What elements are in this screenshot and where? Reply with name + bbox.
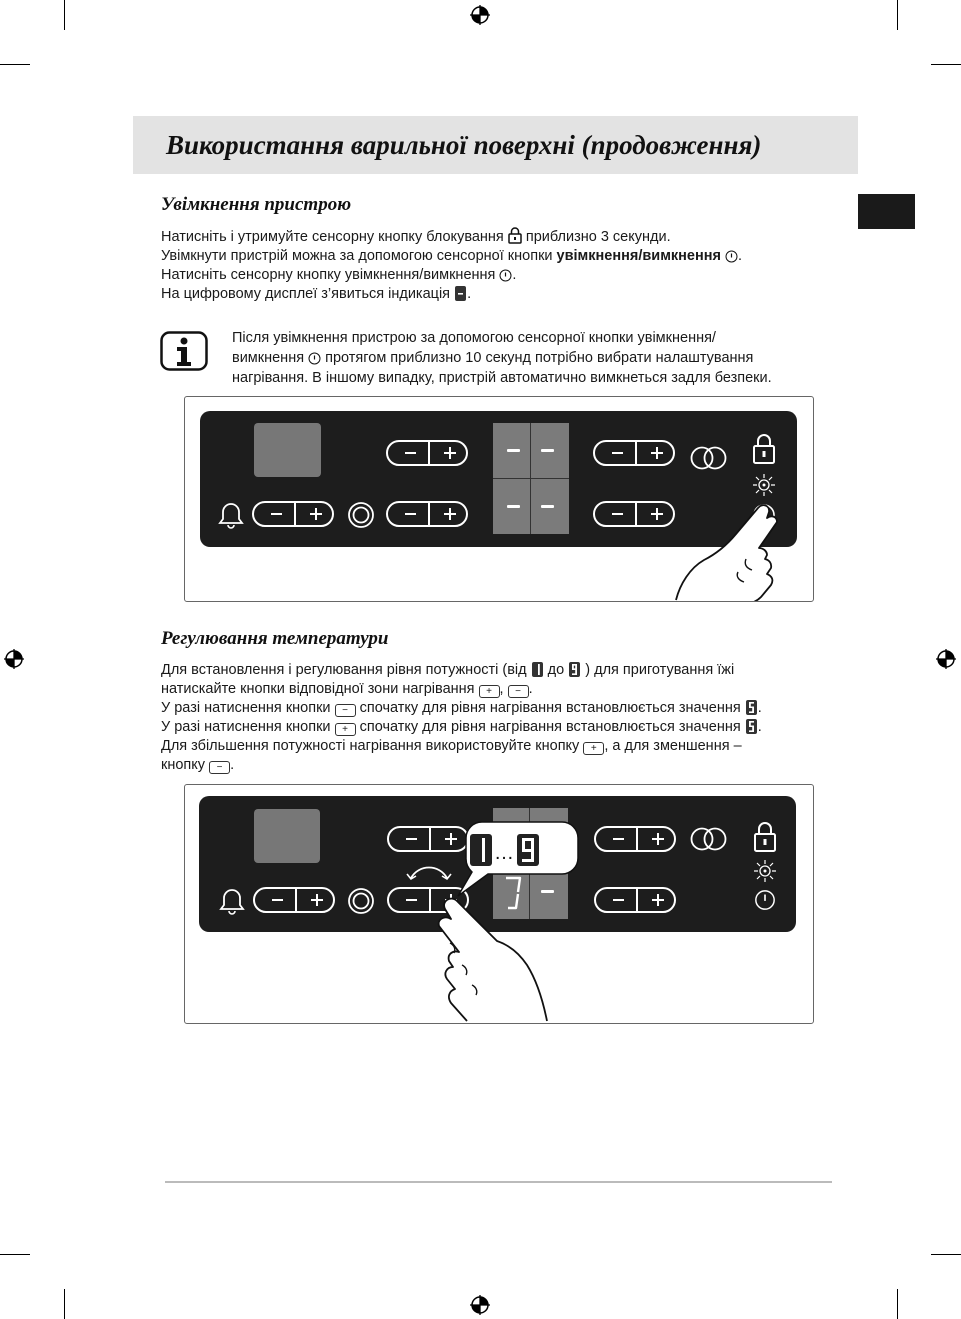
digit-dash-icon xyxy=(455,286,466,301)
text-span: Натисніть сенсорну кнопку увімкнення/вимкнення xyxy=(161,267,496,283)
minus-key-icon: − xyxy=(508,685,529,698)
text-line xyxy=(161,737,841,756)
registration-mark-icon xyxy=(3,648,25,670)
bell-icon xyxy=(216,500,246,530)
text-line xyxy=(161,266,841,285)
text-span: до xyxy=(547,662,565,678)
text-line xyxy=(161,756,841,775)
bell-icon xyxy=(217,886,247,916)
chapter-tab xyxy=(858,194,915,229)
zone-plus-minus-button[interactable] xyxy=(386,440,468,466)
text-line: Після увімкнення пристрою за допомогою сенсорної кнопки увімкнення/ xyxy=(232,330,716,346)
timer-display xyxy=(254,809,320,863)
text-span: ) для приготування їжі xyxy=(585,662,735,678)
text-span: вимкнення xyxy=(232,350,305,366)
timer-plus-minus-button[interactable] xyxy=(253,887,335,913)
text-span: спочатку для рівня нагрівання встановлюється значення xyxy=(359,700,741,716)
text-span: протягом приблизно 10 секунд потрібно вибрати налаштування xyxy=(325,350,754,366)
info-note xyxy=(232,328,772,388)
text-span: , а для зменшення – xyxy=(604,738,742,754)
text-span: кнопку xyxy=(161,757,206,773)
plus-key-icon: + xyxy=(335,723,356,736)
range-to-text xyxy=(517,834,539,866)
title-bar xyxy=(133,116,858,174)
registration-mark-icon xyxy=(935,648,957,670)
text-span: приблизно 3 секунди. xyxy=(525,229,671,245)
text-line xyxy=(161,680,841,699)
text-span: Для встановлення і регулювання рівня потужності (від xyxy=(161,662,527,678)
curved-arrow-icon xyxy=(405,860,453,882)
text-span: . xyxy=(757,719,762,735)
indicator-light-icon xyxy=(752,473,776,497)
lock-icon[interactable] xyxy=(753,821,777,853)
finger-hand-icon xyxy=(672,498,797,601)
timer-plus-minus-button[interactable] xyxy=(252,501,334,527)
text-span: спочатку для рівня нагрівання встановлюється значення xyxy=(359,719,741,735)
text-span: . xyxy=(467,286,472,302)
text-line xyxy=(161,227,841,247)
power-icon xyxy=(499,269,512,282)
text-line: нагрівання. В іншому випадку, пристрій автоматично вимкнеться задля безпеки. xyxy=(232,370,772,386)
dual-zone-icon[interactable] xyxy=(346,886,376,916)
text-line xyxy=(161,661,841,680)
zone-plus-minus-button[interactable] xyxy=(593,501,675,527)
crop-mark xyxy=(0,1254,30,1255)
range-ellipsis: … xyxy=(494,842,514,864)
digit-5-icon xyxy=(746,700,757,715)
bridge-zone-icon[interactable] xyxy=(689,445,729,471)
zone-plus-minus-button[interactable] xyxy=(593,440,675,466)
bridge-zone-icon[interactable] xyxy=(689,826,729,852)
footer-rule xyxy=(165,1181,832,1183)
indicator-light-icon xyxy=(753,859,777,883)
section-heading-power-on: Увімкнення пристрою xyxy=(161,194,352,215)
text-bold: увімкнення/вимкнення xyxy=(556,248,721,264)
zone-plus-minus-button[interactable] xyxy=(594,826,676,852)
crop-mark xyxy=(931,64,961,65)
minus-key-icon: − xyxy=(335,704,356,717)
dual-zone-icon[interactable] xyxy=(346,500,376,530)
power-icon[interactable] xyxy=(754,889,776,911)
range-from-text xyxy=(470,834,492,866)
text-span: натискайте кнопки відповідної зони нагрівання xyxy=(161,681,475,697)
text-span: Увімкнути пристрій можна за допомогою сенсорної кнопки xyxy=(161,248,557,264)
text-span: На цифровому дисплеї з’явиться індикація xyxy=(161,286,451,302)
text-line xyxy=(161,285,841,304)
zone-display-block xyxy=(493,423,569,534)
page-title: Використання варильної поверхні (продовження) xyxy=(166,130,762,160)
text-line xyxy=(161,699,841,718)
crop-mark xyxy=(64,1289,65,1319)
registration-mark-icon xyxy=(469,4,491,26)
text-span: У разі натиснення кнопки xyxy=(161,700,331,716)
crop-mark xyxy=(931,1254,961,1255)
text-span: . xyxy=(230,757,235,773)
crop-mark xyxy=(64,0,65,30)
power-icon xyxy=(308,352,321,365)
text-span: Натисніть і утримуйте сенсорну кнопку блокування xyxy=(161,229,504,245)
crop-mark xyxy=(0,64,30,65)
text-line xyxy=(232,348,772,368)
text-line xyxy=(161,247,841,266)
section-power-on-text xyxy=(161,227,841,304)
registration-mark-icon xyxy=(469,1294,491,1316)
plus-key-icon: + xyxy=(479,685,500,698)
info-icon xyxy=(160,331,208,371)
text-span: . xyxy=(757,700,762,716)
text-span: . xyxy=(738,248,743,264)
zone-plus-minus-button[interactable] xyxy=(386,501,468,527)
digit-5-icon xyxy=(746,719,757,734)
digit-9-icon xyxy=(569,662,580,677)
lock-icon[interactable] xyxy=(752,433,776,465)
text-line xyxy=(161,718,841,737)
section-temperature-text xyxy=(161,661,841,775)
digit-1-icon xyxy=(532,662,543,677)
minus-key-icon: − xyxy=(209,761,230,774)
crop-mark xyxy=(897,1289,898,1319)
text-span: . xyxy=(528,681,533,697)
plus-key-icon: + xyxy=(583,742,604,755)
crop-mark xyxy=(897,0,898,30)
text-span: . xyxy=(512,267,517,283)
finger-hand-icon xyxy=(410,893,555,1023)
zone-plus-minus-button[interactable] xyxy=(594,887,676,913)
text-span: У разі натиснення кнопки xyxy=(161,719,331,735)
power-icon xyxy=(725,250,738,263)
text-span: , xyxy=(499,681,504,697)
section-heading-temperature: Регулювання температури xyxy=(161,628,389,649)
text-span: Для збільшення потужності нагрівання використовуйте кнопку xyxy=(161,738,580,754)
timer-display xyxy=(254,423,321,477)
lock-icon xyxy=(508,227,522,244)
